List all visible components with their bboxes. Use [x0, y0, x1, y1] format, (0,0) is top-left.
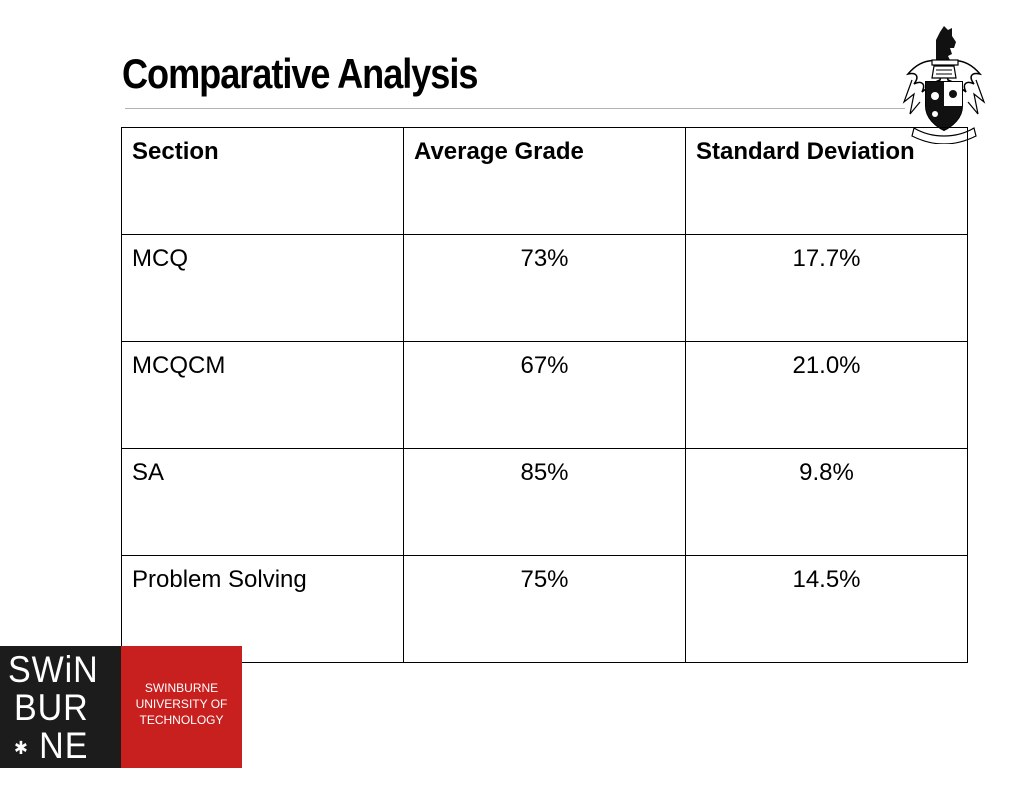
coat-of-arms-icon	[900, 22, 988, 144]
title-divider	[125, 108, 905, 109]
section-cell: SA	[122, 449, 404, 556]
column-header-standard-deviation: Standard Deviation	[686, 128, 968, 235]
average-grade-cell: 85%	[404, 449, 686, 556]
standard-deviation-cell: 17.7%	[686, 235, 968, 342]
column-header-section: Section	[122, 128, 404, 235]
table-row	[122, 342, 968, 449]
section-cell: MCQ	[122, 235, 404, 342]
table-row	[122, 449, 968, 556]
institution-name-logo	[121, 646, 242, 768]
star-icon: ✱	[14, 738, 29, 759]
standard-deviation-cell: 9.8%	[686, 449, 968, 556]
institution-name-line: SWINBURNE	[144, 681, 219, 695]
swinburne-wordmark-logo	[0, 646, 121, 801]
table-row	[122, 556, 968, 663]
logo-word-line-bottom	[14, 726, 112, 810]
table-header-row	[122, 128, 968, 235]
logo-word-line: BUR	[14, 687, 89, 728]
average-grade-cell: 67%	[404, 342, 686, 449]
logo-word-line: NE	[39, 725, 89, 766]
logo-word-line: SWiN	[8, 649, 99, 690]
grades-table	[121, 127, 968, 663]
table-row	[122, 235, 968, 342]
section-cell: MCQCM	[122, 342, 404, 449]
column-header-average-grade: Average Grade	[404, 128, 686, 235]
average-grade-cell: 73%	[404, 235, 686, 342]
slide-title: Comparative Analysis	[122, 50, 478, 97]
institution-name-line: UNIVERSITY OF	[135, 697, 228, 711]
standard-deviation-cell: 14.5%	[686, 556, 968, 663]
standard-deviation-cell: 21.0%	[686, 342, 968, 449]
institution-name-line: TECHNOLOGY	[139, 713, 224, 727]
section-cell: Problem Solving	[122, 556, 404, 663]
average-grade-cell: 75%	[404, 556, 686, 663]
star-icon: ✱	[14, 780, 29, 801]
